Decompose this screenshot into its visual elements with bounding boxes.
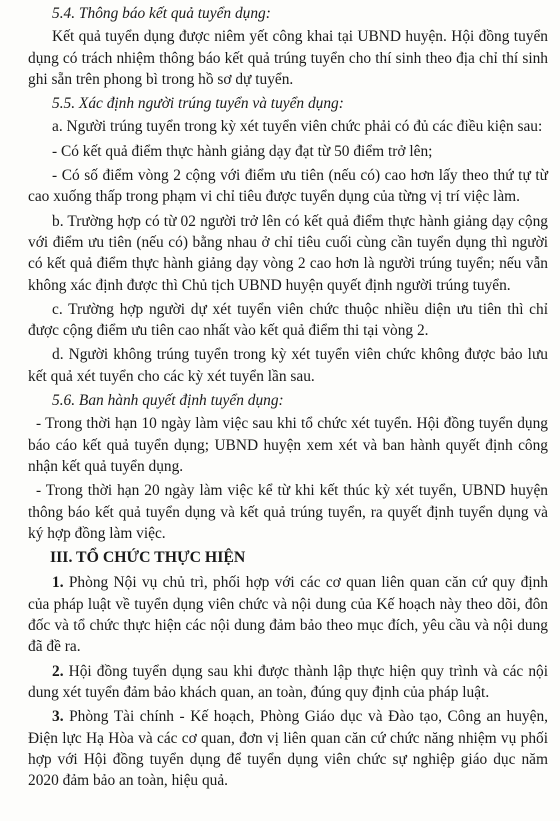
item-text: Phòng Tài chính - Kế hoạch, Phòng Giáo dục và Đào tạo, Công an huyện, Điện lực Hạ Hòa và các cơ quan, đơn vị liên quan căn cứ chức năng nhiệm vụ phối hợp với Hội đồng tuyển dụng để tuyển dụng viên chức sự nghiệp giáo dục năm 2020 đảm bảo an toàn, hiệu quả.	[28, 708, 548, 790]
section-5-5-item-a: a. Người trúng tuyển trong kỳ xét tuyển viên chức phải có đủ các điều kiện sau:	[52, 118, 543, 136]
section-5-4-paragraph: Kết quả tuyển dụng được niêm yết công khai tại UBND huyện. Hội đồng tuyển dụng có trách nhiệm thông báo kết quả trúng tuyển cho thí sinh theo địa chỉ thí sinh ghi sẵn trên phong bì trong hồ sơ dự tuyển.	[28, 28, 548, 88]
section-5-5-heading: 5.5. Xác định người trúng tuyển và tuyển dụng:	[52, 95, 344, 113]
section-5-5-item-a-bullet-2: - Có số điểm vòng 2 cộng với điểm ưu tiên (nếu có) cao hơn lấy theo thứ tự từ cao xuống thấp trong phạm vi chỉ tiêu được tuyển dụng của từng vị trí việc làm.	[28, 167, 548, 206]
item-number: 1.	[52, 574, 64, 592]
section-5-5-item-d: d. Người không trúng tuyển trong kỳ xét tuyển viên chức không được bảo lưu kết quả xét tuyển cho các kỳ xét tuyển lần sau.	[28, 346, 548, 385]
section-5-4-heading: 5.4. Thông báo kết quả tuyển dụng:	[52, 5, 271, 22]
item-number: 3.	[52, 708, 64, 726]
section-5-6-bullet-1: - Trong thời hạn 10 ngày làm việc sau khi tổ chức xét tuyển. Hội đồng tuyển dụng báo cáo kết quả tuyển dụng; UBND huyện xem xét và ban hành quyết định công nhận kết quả tuyển dụng.	[28, 415, 548, 475]
section-iii-heading: III. TỔ CHỨC THỰC HIỆN	[50, 549, 246, 567]
section-iii-item-2	[28, 661, 548, 704]
section-5-5-item-a-bullet-1: - Có kết quả điểm thực hành giảng dạy đạt từ 50 điểm trở lên;	[52, 142, 433, 160]
section-iii-item-3	[28, 706, 548, 791]
section-5-5-item-b: b. Trường hợp có từ 02 người trở lên có kết quả điểm thực hành giảng dạy cộng với điểm ưu tiên (nếu có) bằng nhau ở chỉ tiêu cuối cùng cần tuyển dụng thì người có kết quả điểm thực hành giảng dạy vòng 2 cao hơn là người trúng tuyển; nếu vẫn không xác định được thì Chủ tịch UBND huyện quyết định người trúng tuyển.	[28, 212, 548, 294]
section-5-5-item-c: c. Trường hợp người dự xét tuyển viên chức thuộc nhiều diện ưu tiên thì chỉ được cộng điểm ưu tiên cao nhất vào kết quả điểm thi tại vòng 2.	[28, 300, 548, 340]
item-text: Hội đồng tuyển dụng sau khi được thành lập thực hiện quy trình và các nội dung xét tuyển đảm bảo khách quan, an toàn, đúng quy định của pháp luật.	[28, 662, 548, 701]
item-text: Phòng Nội vụ chủ trì, phối hợp với các cơ quan liên quan căn cứ quy định của pháp luật về tuyển dụng viên chức và nội dung của Kế hoạch này theo dõi, đôn đốc và tổ chức thực hiện các nội dung đảm bảo theo mục đích, yêu cầu và nội dung đã đề ra.	[28, 574, 548, 656]
section-5-6-bullet-2: - Trong thời hạn 20 ngày làm việc kể từ khi kết thúc kỳ xét tuyển, UBND huyện thông báo kết quả tuyển dụng và kết quả trúng tuyển, ra quyết định tuyển dụng và ký hợp đồng làm việc.	[28, 482, 548, 542]
item-number: 2.	[52, 662, 64, 680]
section-iii-item-1	[28, 572, 548, 657]
section-5-6-heading: 5.6. Ban hành quyết định tuyển dụng:	[52, 392, 284, 410]
